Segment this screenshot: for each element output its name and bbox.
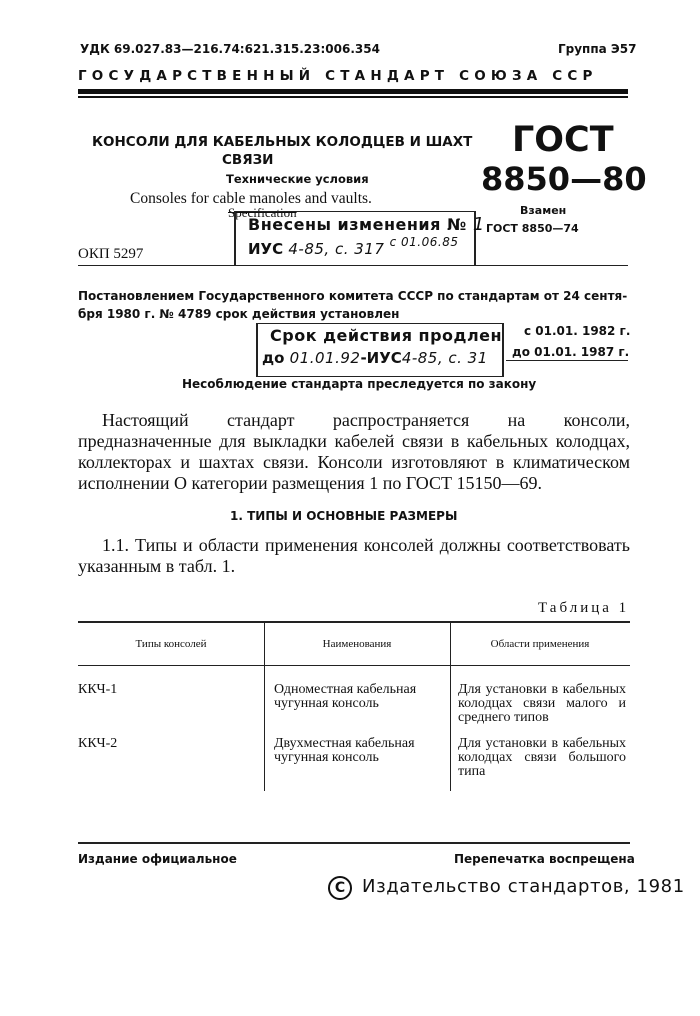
reprint-prohibited: Перепечатка воспрещена [454,852,635,866]
amendment-stamp-line-1 [248,214,485,235]
table-row-2-name: Двухместная кабельная чугунная консоль [274,736,415,765]
term-from: с 01.01. 1982 г. [524,324,631,338]
amendment-ius-handwritten: 4-85, с. 317 [288,240,385,258]
amendment-stamp-line-2 [248,235,459,258]
decree-line-1: Постановлением Государственного комитета СССР по стандартам от 24 сентя- [78,289,628,303]
state-standard-banner: ГОСУДАРСТВЕННЫЙ СТАНДАРТ СОЮЗА ССР [78,68,598,84]
table-row-2-area: Для установки в кабельных колодцах связи большого типа [458,736,626,779]
extension-until-label: до [262,349,285,367]
title-line-2: СВЯЗИ [222,152,274,168]
table-row-1-type: ККЧ-1 [78,682,118,697]
copyright-text: Издательство стандартов, 1981 [362,876,685,897]
table-row-1-name: Одноместная кабельная чугунная консоль [274,682,417,711]
copyright-icon: C [328,876,352,900]
table-header-area: Области применения [490,638,590,650]
intro-paragraph: Настоящий стандарт распространяется на консоли, предназначенные для выкладки кабелей связи в кабельных колодцах, коллекторах и шахтах связи. Консоли изготовляют в климатическом исполнении О категории размещения 1 по ГОСТ 15150—69. [78,410,630,493]
compliance-warning: Несоблюдение стандарта преследуется по закону [182,377,537,391]
gost-number: 8850—80 [481,160,647,198]
table-row-2-type: ККЧ-2 [78,736,118,751]
term-rule [506,360,628,361]
table-header-name: Наименования [322,638,392,650]
amendment-number-handwritten: 1 [472,214,485,235]
header-rule-thin [78,96,628,98]
clause-1-1: 1.1. Типы и области применения консолей должны соответствовать указанным в табл. 1. [78,535,630,576]
table-header-rule [78,665,630,666]
extension-ius-label: -ИУС [360,349,402,367]
amendment-stamp-text: Внесены изменения № [248,215,467,234]
table-top-rule [78,621,630,623]
udk-code: УДК 69.027.83—216.74:621.315.23:006.354 [80,42,380,56]
english-title-struck: Specification [228,205,297,220]
extension-ius-handwritten: 4-85, с. 31 [401,349,488,367]
term-to: до 01.01. 1987 г. [512,345,630,359]
extension-date-handwritten: 01.01.92 [289,349,361,367]
gost-label: ГОСТ [512,120,614,160]
table-caption: Таблица 1 [538,600,630,616]
section-1-title: 1. ТИПЫ И ОСНОВНЫЕ РАЗМЕРЫ [230,509,458,523]
extension-stamp-line-1: Срок действия продлен [270,326,503,345]
table-header-type: Типы консолей [135,638,207,650]
subtitle: Технические условия [226,172,369,186]
amendment-ius-label: ИУС [248,240,284,258]
okp-code: ОКП 5297 [78,246,144,262]
official-edition: Издание официальное [78,852,237,866]
english-title-text: Consoles for cable manoles and vaults. [130,190,372,207]
extension-stamp-line-2 [262,349,488,367]
replaces-value: ГОСТ 8850—74 [486,222,579,235]
title-line-1: КОНСОЛИ ДЛЯ КАБЕЛЬНЫХ КОЛОДЦЕВ И ШАХТ [92,134,473,150]
header-rule-thick [78,89,628,94]
amendment-date-handwritten: с 01.06.85 [389,235,459,249]
decree-line-2: бря 1980 г. № 4789 срок действия установлен [78,307,400,321]
replaces-label: Взамен [520,204,567,217]
group-code: Группа Э57 [558,42,637,56]
table-row-1-area: Для установки в кабельных колодцах связи малого и среднего типов [458,682,626,725]
footer-rule [78,842,630,844]
